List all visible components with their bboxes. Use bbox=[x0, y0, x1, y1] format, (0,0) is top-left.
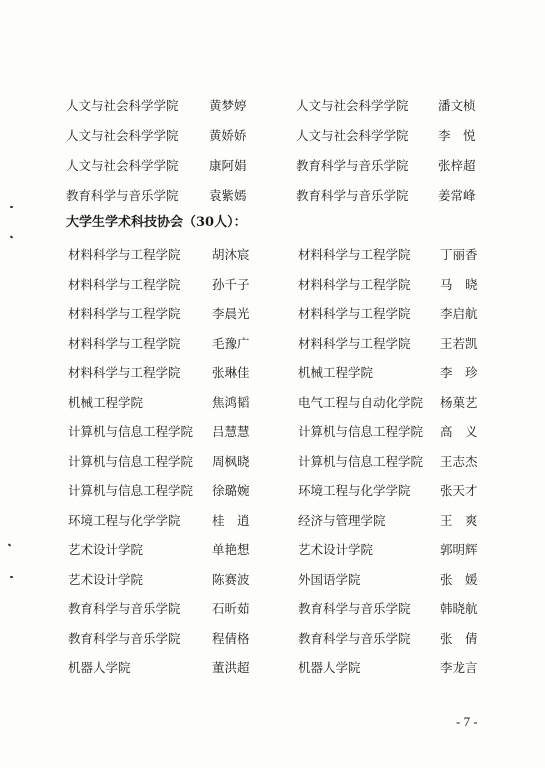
left-college: 材料科学与工程学院 bbox=[68, 306, 181, 321]
right-name: 王若凯 bbox=[440, 335, 478, 351]
right-name: 姜常峰 bbox=[438, 188, 476, 203]
left-college: 教育科学与音乐学院 bbox=[66, 188, 179, 203]
right-college: 材料科学与工程学院 bbox=[298, 306, 411, 321]
right-college: 外国语学院 bbox=[298, 571, 361, 587]
right-college: 电气工程与自动化学院 bbox=[298, 394, 424, 410]
left-name: 袁紫嫣 bbox=[209, 188, 247, 203]
left-college: 人文与社会科学学院 bbox=[66, 158, 179, 173]
right-name: 李 悦 bbox=[438, 128, 476, 143]
list-row bbox=[0, 95, 545, 117]
right-name: 李 珍 bbox=[440, 365, 478, 380]
right-name: 韩晓航 bbox=[440, 601, 478, 616]
right-college: 教育科学与音乐学院 bbox=[296, 158, 409, 173]
right-college: 材料科学与工程学院 bbox=[298, 247, 411, 262]
left-college: 材料科学与工程学院 bbox=[68, 247, 181, 262]
right-name: 马 晓 bbox=[440, 276, 478, 292]
right-name: 张 倩 bbox=[440, 630, 478, 646]
right-college: 经济与管理学院 bbox=[298, 512, 386, 528]
right-name: 杨菓艺 bbox=[440, 394, 478, 410]
right-name: 李启航 bbox=[440, 306, 478, 321]
scan-speck bbox=[10, 206, 13, 208]
left-college: 机械工程学院 bbox=[68, 394, 144, 410]
right-name: 王 爽 bbox=[440, 512, 478, 528]
list-row bbox=[0, 569, 545, 591]
list-row bbox=[0, 303, 545, 325]
left-college: 教育科学与音乐学院 bbox=[68, 601, 181, 616]
right-college: 教育科学与音乐学院 bbox=[298, 601, 411, 616]
left-name: 徐璐婉 bbox=[212, 483, 250, 498]
list-row bbox=[0, 451, 545, 473]
list-row bbox=[0, 628, 545, 650]
left-name: 黄梦婷 bbox=[209, 98, 247, 113]
left-college: 机器人学院 bbox=[68, 660, 131, 675]
left-name: 程倩格 bbox=[212, 630, 250, 646]
right-name: 张梓超 bbox=[438, 158, 476, 173]
scan-speck bbox=[10, 576, 13, 578]
list-row bbox=[0, 657, 545, 679]
left-college: 人文与社会科学学院 bbox=[66, 128, 179, 143]
left-college: 材料科学与工程学院 bbox=[68, 335, 181, 351]
right-college: 人文与社会科学学院 bbox=[296, 98, 409, 113]
right-name: 潘文桢 bbox=[438, 98, 476, 113]
left-college: 环境工程与化学学院 bbox=[68, 512, 181, 528]
left-name: 桂 逍 bbox=[212, 512, 250, 528]
right-college: 材料科学与工程学院 bbox=[298, 276, 411, 292]
left-name: 李晨光 bbox=[212, 306, 250, 321]
list-row bbox=[0, 362, 545, 384]
list-row bbox=[0, 185, 545, 207]
list-row bbox=[0, 480, 545, 502]
left-college: 艺术设计学院 bbox=[68, 571, 144, 587]
left-name: 陈赛波 bbox=[212, 571, 250, 587]
list-row bbox=[0, 333, 545, 355]
left-college: 计算机与信息工程学院 bbox=[68, 483, 194, 498]
list-row bbox=[0, 539, 545, 561]
left-name: 单艳想 bbox=[212, 542, 250, 557]
scan-speck bbox=[10, 235, 14, 238]
right-college: 机器人学院 bbox=[298, 660, 361, 675]
left-name: 毛豫广 bbox=[212, 335, 250, 351]
left-name: 吕慧慧 bbox=[212, 424, 250, 439]
left-college: 材料科学与工程学院 bbox=[68, 276, 181, 292]
right-college: 材料科学与工程学院 bbox=[298, 335, 411, 351]
left-college: 艺术设计学院 bbox=[68, 542, 144, 557]
right-college: 计算机与信息工程学院 bbox=[298, 424, 424, 439]
left-name: 胡沐宸 bbox=[212, 247, 250, 262]
right-college: 环境工程与化学学院 bbox=[298, 483, 411, 498]
right-college: 教育科学与音乐学院 bbox=[298, 630, 411, 646]
left-name: 董洪超 bbox=[212, 660, 250, 675]
list-row bbox=[0, 155, 545, 177]
right-name: 李龙言 bbox=[440, 660, 478, 675]
page-number: - 7 - bbox=[456, 714, 478, 729]
right-college: 机械工程学院 bbox=[298, 365, 374, 380]
right-name: 张 媛 bbox=[440, 571, 478, 587]
list-row bbox=[0, 421, 545, 443]
right-name: 丁丽香 bbox=[440, 247, 478, 262]
right-name: 高 义 bbox=[440, 424, 478, 439]
right-name: 张天才 bbox=[440, 483, 478, 498]
left-college: 计算机与信息工程学院 bbox=[68, 424, 194, 439]
left-college: 教育科学与音乐学院 bbox=[68, 630, 181, 646]
left-college: 人文与社会科学学院 bbox=[66, 98, 179, 113]
list-row bbox=[0, 598, 545, 620]
left-college: 计算机与信息工程学院 bbox=[68, 453, 194, 469]
list-row bbox=[0, 392, 545, 414]
right-name: 王志杰 bbox=[440, 453, 478, 469]
left-name: 张琳佳 bbox=[212, 365, 250, 380]
left-name: 黄娇娇 bbox=[209, 128, 247, 143]
list-row bbox=[0, 274, 545, 296]
left-college: 材料科学与工程学院 bbox=[68, 365, 181, 380]
list-row bbox=[0, 510, 545, 532]
left-name: 石昕茹 bbox=[212, 601, 250, 616]
left-name: 孙千子 bbox=[212, 276, 250, 292]
right-college: 教育科学与音乐学院 bbox=[296, 188, 409, 203]
left-name: 康阿娟 bbox=[209, 158, 247, 173]
right-name: 郭明辉 bbox=[440, 542, 478, 557]
section-two-heading: 大学生学术科技协会（30人）： bbox=[66, 215, 247, 230]
right-college: 艺术设计学院 bbox=[298, 542, 374, 557]
right-college: 人文与社会科学学院 bbox=[296, 128, 409, 143]
left-name: 周枫晓 bbox=[212, 453, 250, 469]
list-row bbox=[0, 125, 545, 147]
left-name: 焦鸿韬 bbox=[212, 394, 250, 410]
list-row bbox=[0, 244, 545, 266]
right-college: 计算机与信息工程学院 bbox=[298, 453, 424, 469]
